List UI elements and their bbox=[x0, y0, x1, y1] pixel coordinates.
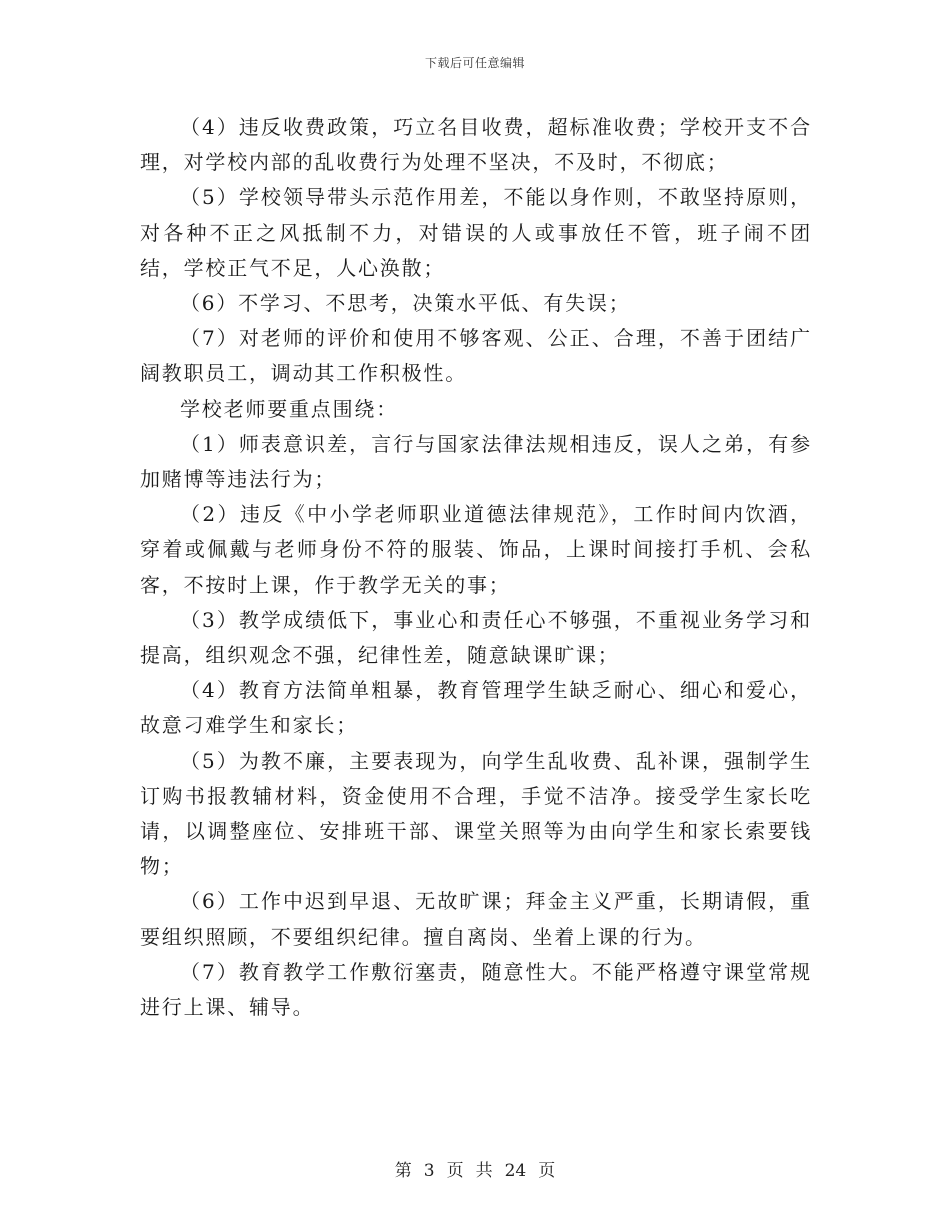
current-page-number: 3 bbox=[423, 1161, 435, 1181]
footer-label-unit: 页 bbox=[446, 1161, 464, 1181]
page-header: 下载后可任意编辑 bbox=[424, 56, 525, 70]
paragraph: （4）教育方法简单粗暴，教育管理学生缺乏耐心、细心和爱心，故意刁难学生和家长； bbox=[140, 678, 812, 738]
footer-label-total: 共 bbox=[475, 1161, 493, 1181]
paragraph: 学校老师要重点围绕： bbox=[180, 396, 398, 421]
page-footer bbox=[0, 1156, 950, 1181]
footer-label-page: 第 bbox=[394, 1161, 412, 1181]
paragraph: （6）不学习、不思考，决策水平低、有失误； bbox=[180, 291, 631, 316]
footer-label-unit2: 页 bbox=[538, 1161, 556, 1181]
paragraph: （2）违反《中小学老师职业道德法律规范》，工作时间内饮酒，穿着或佩戴与老师身份不符的服装、饰品，上课时间接打手机、会私客，不按时上课，作于教学无关的事； bbox=[140, 502, 812, 597]
paragraph: （5）为教不廉，主要表现为，向学生乱收费、乱补课，强制学生订购书报教辅材料，资金使用不合理，手觉不洁净。接受学生家长吃请，以调整座位、安排班干部、课堂关照等为由向学生和家长索要钱物； bbox=[140, 748, 812, 879]
paragraph: （7）教育教学工作敷衍塞责，随意性大。不能严格遵守课堂常规进行上课、辅导。 bbox=[140, 959, 812, 1020]
paragraph: （7）对老师的评价和使用不够客观、公正、合理，不善于团结广阔教职员工，调动其工作积极性。 bbox=[140, 326, 812, 386]
paragraph: （5）学校领导带头示范作用差，不能以身作则，不敢坚持原则，对各种不正之风抵制不力，对错误的人或事放任不管，班子闹不团结，学校正气不足，人心涣散； bbox=[140, 185, 812, 280]
total-pages-number: 24 bbox=[504, 1161, 527, 1181]
document-body bbox=[140, 110, 812, 1025]
paragraph: （4）违反收费政策，巧立名目收费，超标准收费；学校开支不合理，对学校内部的乱收费行为处理不坚决，不及时，不彻底； bbox=[140, 115, 812, 175]
paragraph: （1）师表意识差，言行与国家法律法规相违反，误人之弟，有参加赌博等违法行为； bbox=[140, 431, 812, 492]
paragraph: （6）工作中迟到早退、无故旷课；拜金主义严重，长期请假，重要组织照顾，不要组织纪律。擅自离岗、坐着上课的行为。 bbox=[140, 889, 812, 949]
paragraph: （3）教学成绩低下，事业心和责任心不够强，不重视业务学习和提高，组织观念不强，纪律性差，随意缺课旷课； bbox=[140, 607, 812, 668]
